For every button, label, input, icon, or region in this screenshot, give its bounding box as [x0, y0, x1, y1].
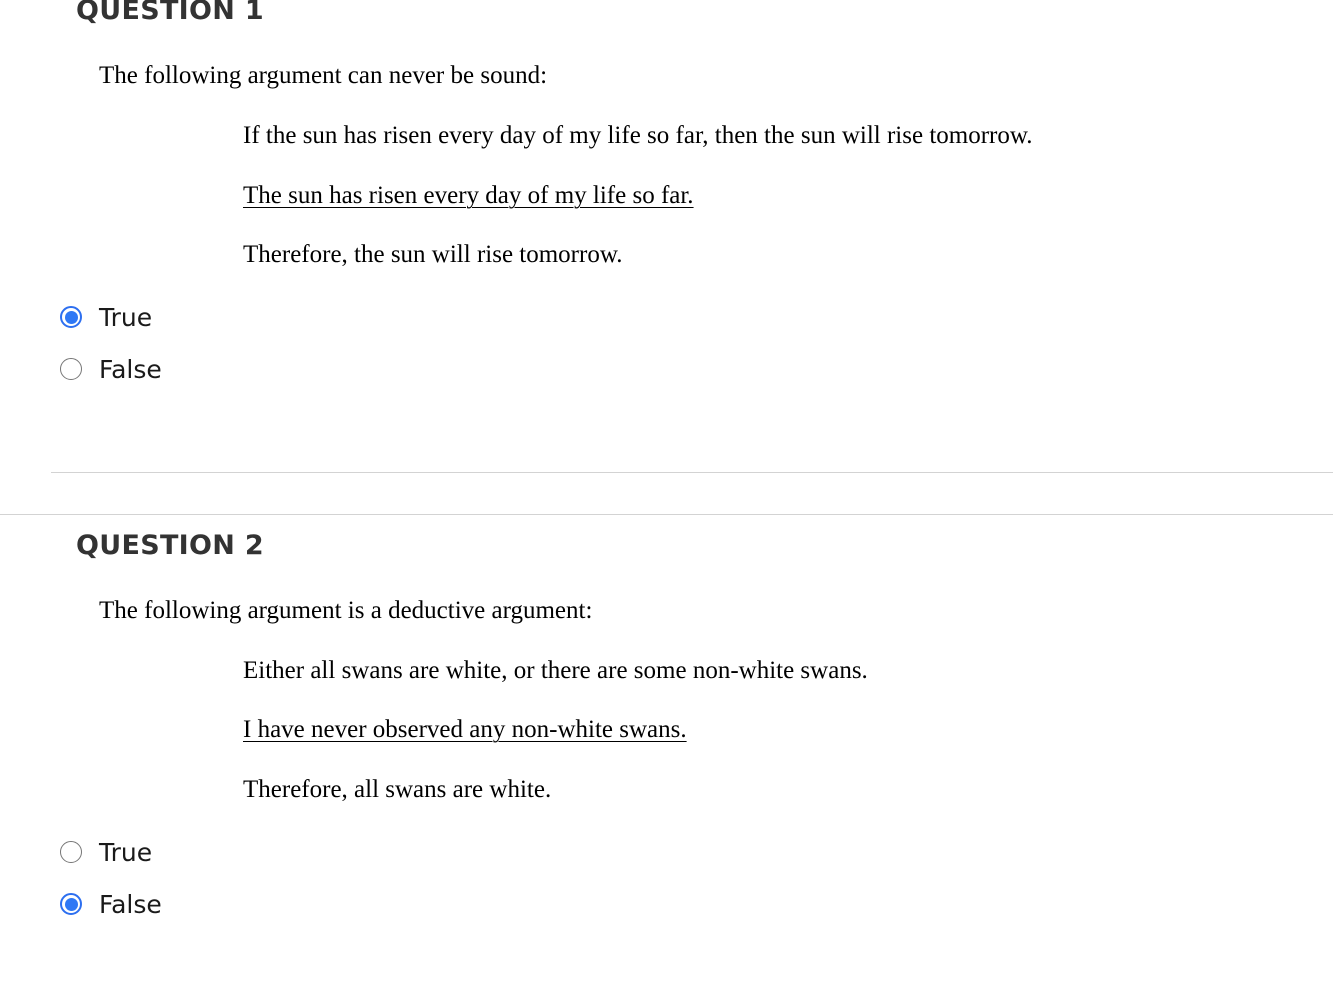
question-2-option-true[interactable] [60, 838, 152, 866]
question-1-premise-2: The sun has risen every day of my life so far. [243, 182, 694, 209]
question-2-premise-2: I have never observed any non-white swans. [243, 716, 687, 743]
radio-selected-icon[interactable] [60, 306, 82, 328]
option-label: True [99, 302, 153, 332]
question-1-divider [51, 472, 1333, 473]
question-1-option-false[interactable] [60, 355, 162, 383]
question-1-prompt: The following argument can never be sound: [99, 62, 548, 89]
question-1-premise-1: If the sun has risen every day of my life so far, then the sun will rise tomorrow. [243, 122, 1033, 149]
question-2-option-false[interactable] [60, 890, 162, 918]
question-2-prompt: The following argument is a deductive argument: [99, 597, 593, 624]
question-1-option-true[interactable] [60, 303, 152, 331]
option-label: True [99, 837, 153, 867]
radio-unselected-icon[interactable] [60, 841, 82, 863]
radio-selected-icon[interactable] [60, 893, 82, 915]
option-label: False [99, 354, 162, 384]
question-1-conclusion: Therefore, the sun will rise tomorrow. [243, 241, 623, 268]
question-2-premise-1: Either all swans are white, or there are some non-white swans. [243, 657, 868, 684]
question-2-conclusion: Therefore, all swans are white. [243, 776, 552, 803]
question-2-title: QUESTION 2 [76, 530, 264, 561]
section-divider [0, 514, 1333, 515]
question-1-title: QUESTION 1 [76, 0, 264, 26]
option-label: False [99, 889, 162, 919]
radio-unselected-icon[interactable] [60, 358, 82, 380]
